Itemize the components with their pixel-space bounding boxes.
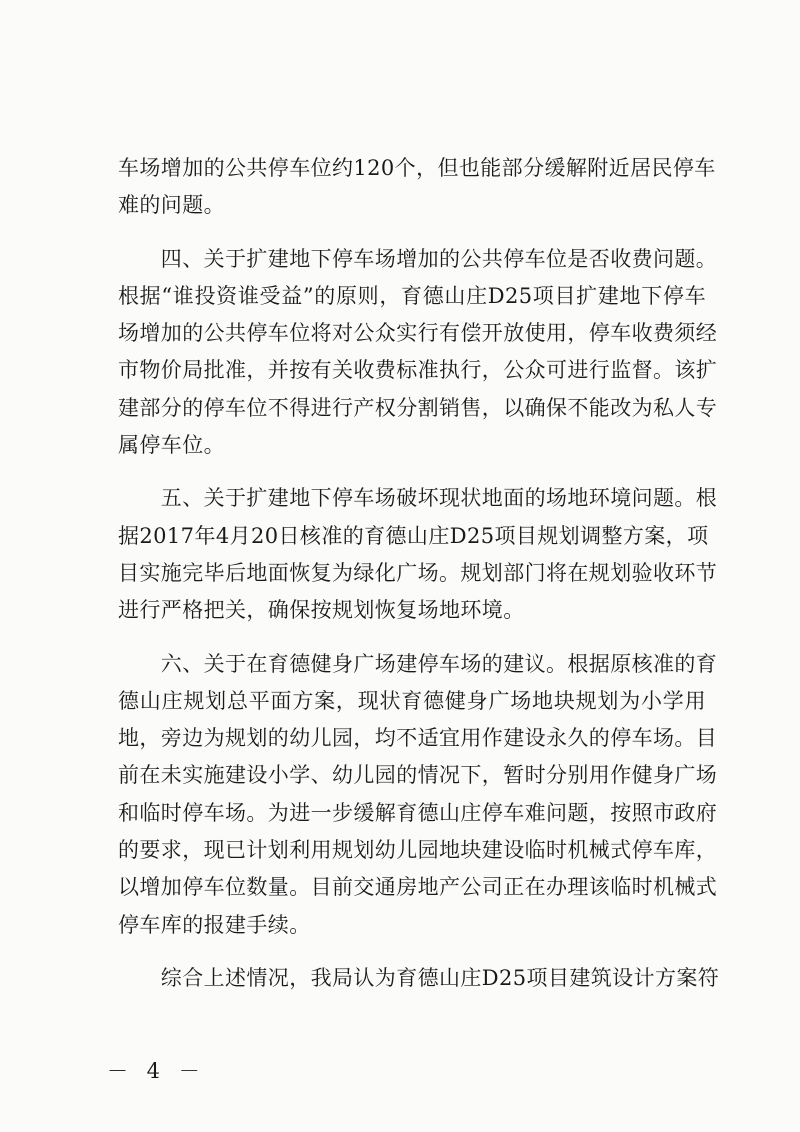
text-line: 前在未实施建设小学、幼儿园的情况下，暂时分别用作健身广场 bbox=[118, 763, 718, 788]
text-line: 以增加停车位数量。目前交通房地产公司正在办理该临时机械式 bbox=[118, 875, 718, 900]
text-line: 德山庄规划总平面方案，现状育德健身广场地块规划为小学用 bbox=[118, 688, 706, 713]
text-line: 难的问题。 bbox=[118, 193, 225, 218]
text-line: 和临时停车场。为进一步缓解育德山庄停车难问题，按照市政府 bbox=[118, 800, 718, 825]
text-line: 建部分的停车位不得进行产权分割销售，以确保不能改为私人专 bbox=[118, 395, 718, 420]
text-line: 四、关于扩建地下停车场增加的公共停车位是否收费问题。 bbox=[118, 246, 718, 271]
text-line: 场增加的公共停车位将对公众实行有偿开放使用，停车收费须经 bbox=[118, 321, 718, 346]
text-line: 进行严格把关，确保按规划恢复场地环境。 bbox=[118, 598, 525, 623]
paragraph-2 bbox=[118, 241, 718, 465]
text-line: 目实施完毕后地面恢复为绿化广场。规划部门将在规划验收环节 bbox=[118, 560, 718, 585]
paragraph-5 bbox=[118, 960, 720, 997]
text-line: 根据“谁投资谁受益”的原则，育德山庄D25项目扩建地下停车 bbox=[118, 283, 706, 308]
text-line: 属停车位。 bbox=[118, 433, 225, 458]
text-line: 据2017年4月20日核准的育德山庄D25项目规划调整方案，项 bbox=[118, 523, 709, 548]
paragraph-3 bbox=[118, 480, 718, 629]
text-line: 市物价局批准，并按有关收费标准执行，公众可进行监督。该扩 bbox=[118, 358, 718, 383]
paragraph-1 bbox=[118, 150, 716, 225]
text-line: 综合上述情况，我局认为育德山庄D25项目建筑设计方案符 bbox=[118, 965, 720, 990]
text-line: 车场增加的公共停车位约120个，但也能部分缓解附近居民停车 bbox=[118, 156, 716, 180]
text-line: 地，旁边为规划的幼儿园，均不适宜用作建设永久的停车场。目 bbox=[118, 726, 718, 751]
page-number: － 4 － bbox=[107, 1059, 206, 1083]
text-line: 五、关于扩建地下停车场破坏现状地面的场地环境问题。根 bbox=[118, 486, 718, 511]
paragraph-4 bbox=[118, 646, 718, 944]
text-line: 停车库的报建手续。 bbox=[118, 912, 311, 937]
text-line: 的要求，现已计划利用规划幼儿园地块建设临时机械式停车库， bbox=[118, 838, 718, 863]
text-line: 六、关于在育德健身广场建停车场的建议。根据原核准的育 bbox=[118, 651, 718, 676]
document-body bbox=[118, 150, 720, 1013]
